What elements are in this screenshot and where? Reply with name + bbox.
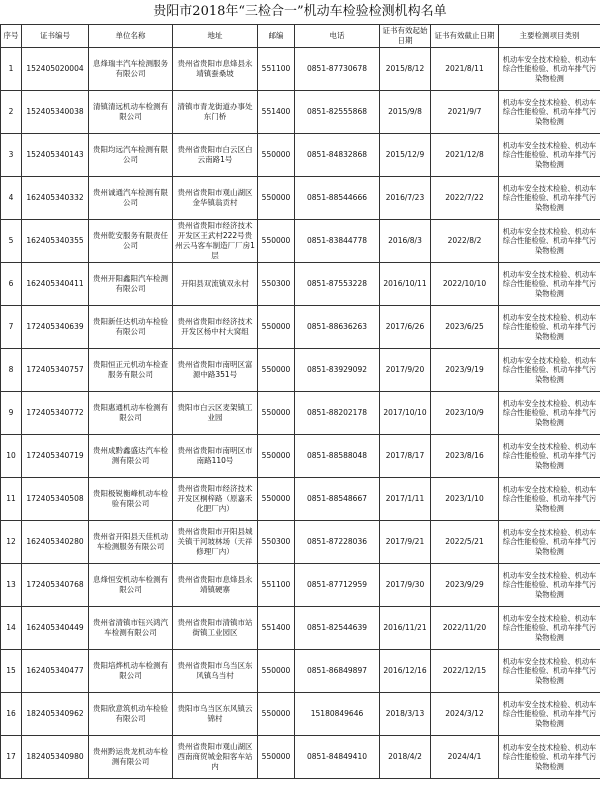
header-cert: 证书编号 [22,25,89,48]
cell-no: 4 [1,177,22,220]
cell-name: 贵阳欣意筑机动车检验有限公司 [89,693,173,736]
cell-start: 2016/8/3 [380,220,431,263]
cell-tel: 0851-87553228 [295,263,380,306]
cell-end: 2023/9/19 [431,349,499,392]
cell-cert: 182405340962 [22,693,89,736]
cell-no: 11 [1,478,22,521]
header-name: 单位名称 [89,25,173,48]
table-row [1,134,600,177]
cell-cert: 162405340332 [22,177,89,220]
cell-name: 贵州黔运贵龙机动车检测有限公司 [89,736,173,779]
table-row [1,521,600,564]
document-title: 贵阳市2018年“三检合一”机动车检验检测机构名单 [153,4,447,19]
cell-category: 机动车安全技术检验、机动车综合性能检验、机动车排气污染物检测 [499,177,600,220]
cell-cert: 162405340355 [22,220,89,263]
cell-name: 贵州乾安服务有限责任公司 [89,220,173,263]
cell-no: 6 [1,263,22,306]
cell-addr: 贵州省贵阳市经济技术开发区王武村222号贵州云马客车制造厂厂房1层 [173,220,258,263]
cell-category: 机动车安全技术检验、机动车综合性能检验、机动车排气污染物检测 [499,607,600,650]
cell-cert: 172405340719 [22,435,89,478]
cell-category: 机动车安全技术检验、机动车综合性能检验、机动车排气污染物检测 [499,478,600,521]
cell-end: 2022/10/10 [431,263,499,306]
cell-zip: 550000 [258,306,295,349]
cell-start: 2017/6/26 [380,306,431,349]
cell-category: 机动车安全技术检验、机动车综合性能检验、机动车排气污染物检测 [499,521,600,564]
cell-no: 13 [1,564,22,607]
cell-name: 贵州诚通汽车检测有限公司 [89,177,173,220]
cell-cert: 172405340508 [22,478,89,521]
cell-cert: 152405340038 [22,91,89,134]
cell-start: 2017/10/10 [380,392,431,435]
cell-name: 息烽恒安机动车检测有限公司 [89,564,173,607]
cell-name: 贵州省开阳县天佳机动车检测服务有限公司 [89,521,173,564]
cell-addr: 贵州省贵阳市南明区富源中路351号 [173,349,258,392]
cell-tel: 0851-87228036 [295,521,380,564]
table-row [1,91,600,134]
cell-tel: 0851-84849410 [295,736,380,779]
cell-tel: 0851-84832868 [295,134,380,177]
cell-addr: 贵州省贵阳市南明区市南路110号 [173,435,258,478]
cell-category: 机动车安全技术检验、机动车综合性能检验、机动车排气污染物检测 [499,134,600,177]
cell-cert: 152405340143 [22,134,89,177]
table-row [1,177,600,220]
table-row [1,693,600,736]
cell-cert: 172405340757 [22,349,89,392]
cell-name: 贵阳均远汽车检测有限公司 [89,134,173,177]
cell-no: 2 [1,91,22,134]
cell-no: 7 [1,306,22,349]
cell-end: 2022/7/22 [431,177,499,220]
cell-start: 2015/8/12 [380,48,431,91]
table-row [1,220,600,263]
table-row [1,306,600,349]
table-row [1,736,600,779]
cell-end: 2021/8/11 [431,48,499,91]
cell-addr: 贵州省贵阳市息烽县永靖镇硬寨 [173,564,258,607]
cell-addr: 贵州省贵阳市清镇市站街镇工业园区 [173,607,258,650]
cell-end: 2022/5/21 [431,521,499,564]
cell-tel: 15180849646 [295,693,380,736]
cell-zip: 551400 [258,91,295,134]
cell-addr: 贵州省贵阳市观山湖区金华镇翁贡村 [173,177,258,220]
cell-addr: 贵州省贵阳市乌当区东风镇乌当村 [173,650,258,693]
cell-start: 2016/12/16 [380,650,431,693]
cell-zip: 550000 [258,220,295,263]
cell-addr: 贵州省贵阳市经济技术开发区桐梓路（原嘉禾化肥厂内） [173,478,258,521]
table-row [1,650,600,693]
cell-addr: 贵阳市乌当区东风镇云锦村 [173,693,258,736]
cell-end: 2023/8/16 [431,435,499,478]
cell-start: 2016/7/23 [380,177,431,220]
cell-name: 贵州开阳鑫阳汽车检测有限公司 [89,263,173,306]
cell-category: 机动车安全技术检验、机动车综合性能检验、机动车排气污染物检测 [499,306,600,349]
header-start: 证书有效起始日期 [380,25,431,48]
header-tel: 电话 [295,25,380,48]
table-row [1,263,600,306]
cell-end: 2021/12/8 [431,134,499,177]
cell-zip: 550000 [258,693,295,736]
cell-cert: 162405340411 [22,263,89,306]
cell-category: 机动车安全技术检验、机动车综合性能检验、机动车排气污染物检测 [499,564,600,607]
cell-category: 机动车安全技术检验、机动车综合性能检验、机动车排气污染物检测 [499,435,600,478]
cell-addr: 贵州省贵阳市白云区白云南路1号 [173,134,258,177]
table-row [1,392,600,435]
cell-tel: 0851-88588048 [295,435,380,478]
cell-end: 2022/12/15 [431,650,499,693]
cell-tel: 0851-88548667 [295,478,380,521]
cell-cert: 162405340280 [22,521,89,564]
cell-no: 8 [1,349,22,392]
cell-addr: 贵阳市白云区麦架镇工业园 [173,392,258,435]
cell-zip: 550000 [258,177,295,220]
cell-addr: 开阳县双流镇双永村 [173,263,258,306]
cell-no: 16 [1,693,22,736]
cell-addr: 贵州省贵阳市经济技术开发区杨中村大窝组 [173,306,258,349]
cell-zip: 550000 [258,478,295,521]
cell-category: 机动车安全技术检验、机动车综合性能检验、机动车排气污染物检测 [499,220,600,263]
cell-cert: 162405340449 [22,607,89,650]
cell-cert: 162405340477 [22,650,89,693]
cell-name: 贵阳新任达机动车检验有限公司 [89,306,173,349]
cell-zip: 550000 [258,392,295,435]
cell-category: 机动车安全技术检验、机动车综合性能检验、机动车排气污染物检测 [499,48,600,91]
table-row [1,349,600,392]
cell-category: 机动车安全技术检验、机动车综合性能检验、机动车排气污染物检测 [499,263,600,306]
cell-zip: 550000 [258,134,295,177]
cell-no: 12 [1,521,22,564]
table-row [1,564,600,607]
cell-start: 2018/3/13 [380,693,431,736]
cell-start: 2017/9/20 [380,349,431,392]
cell-tel: 0851-83844778 [295,220,380,263]
cell-tel: 0851-88544666 [295,177,380,220]
cell-no: 14 [1,607,22,650]
cell-start: 2017/9/30 [380,564,431,607]
cell-name: 清镇清远机动车检测有限公司 [89,91,173,134]
cell-end: 2024/3/12 [431,693,499,736]
cell-tel: 0851-82555868 [295,91,380,134]
table-row [1,48,600,91]
cell-zip: 550000 [258,435,295,478]
cell-zip: 550000 [258,349,295,392]
cell-start: 2017/9/21 [380,521,431,564]
cell-start: 2017/1/11 [380,478,431,521]
cell-name: 贵阳培烨机动车检测有限公司 [89,650,173,693]
cell-zip: 551400 [258,607,295,650]
cell-no: 17 [1,736,22,779]
cell-end: 2023/9/29 [431,564,499,607]
cell-tel: 0851-88636263 [295,306,380,349]
cell-category: 机动车安全技术检验、机动车综合性能检验、机动车排气污染物检测 [499,650,600,693]
cell-name: 息烽瑞丰汽车检测服务有限公司 [89,48,173,91]
cell-zip: 550000 [258,736,295,779]
cell-no: 10 [1,435,22,478]
cell-end: 2022/11/20 [431,607,499,650]
cell-category: 机动车安全技术检验、机动车综合性能检验、机动车排气污染物检测 [499,736,600,779]
cell-name: 贵阳恒正元机动车检查服务有限公司 [89,349,173,392]
cell-category: 机动车安全技术检验、机动车综合性能检验、机动车排气污染物检测 [499,91,600,134]
cell-addr: 贵州省贵阳市息烽县永靖镇蚕桑坡 [173,48,258,91]
cell-cert: 172405340639 [22,306,89,349]
cell-addr: 贵州省贵阳市观山湖区西南商贸城金阳客车站内 [173,736,258,779]
cell-start: 2016/10/11 [380,263,431,306]
table-header-row [1,25,600,48]
cell-start: 2017/8/17 [380,435,431,478]
cell-tel: 0851-82544639 [295,607,380,650]
table-row [1,607,600,650]
cell-end: 2021/9/7 [431,91,499,134]
cell-tel: 0851-87730678 [295,48,380,91]
cell-name: 贵阳极锐衡峰机动车检验有限公司 [89,478,173,521]
header-no: 序号 [1,25,22,48]
cell-cert: 172405340768 [22,564,89,607]
cell-name: 贵州省清镇市钰兴鸿汽车检测有限公司 [89,607,173,650]
cell-zip: 550300 [258,263,295,306]
cell-cert: 152405020004 [22,48,89,91]
cell-zip: 550300 [258,521,295,564]
cell-start: 2015/9/8 [380,91,431,134]
cell-tel: 0851-88202178 [295,392,380,435]
cell-name: 贵阳惠通机动车检测有限公司 [89,392,173,435]
table-row [1,435,600,478]
cell-addr: 清镇市青龙街道办事处东门桥 [173,91,258,134]
cell-start: 2015/12/9 [380,134,431,177]
cell-zip: 550000 [258,650,295,693]
cell-no: 3 [1,134,22,177]
cell-no: 15 [1,650,22,693]
cell-addr: 贵州省贵阳市开阳县城关镇干河坡林场（天祥修理厂内） [173,521,258,564]
cell-zip: 551100 [258,564,295,607]
cell-tel: 0851-87712959 [295,564,380,607]
cell-name: 贵州成黔鑫盛达汽车检测有限公司 [89,435,173,478]
header-category: 主要检测项目类别 [499,25,600,48]
institution-table [0,24,600,779]
cell-start: 2018/4/2 [380,736,431,779]
header-zip: 邮编 [258,25,295,48]
cell-no: 1 [1,48,22,91]
cell-end: 2023/1/10 [431,478,499,521]
cell-category: 机动车安全技术检验、机动车综合性能检验、机动车排气污染物检测 [499,693,600,736]
cell-tel: 0851-86849897 [295,650,380,693]
cell-start: 2016/11/21 [380,607,431,650]
cell-no: 5 [1,220,22,263]
cell-category: 机动车安全技术检验、机动车综合性能检验、机动车排气污染物检测 [499,349,600,392]
cell-end: 2024/4/1 [431,736,499,779]
cell-end: 2023/10/9 [431,392,499,435]
cell-category: 机动车安全技术检验、机动车综合性能检验、机动车排气污染物检测 [499,392,600,435]
cell-end: 2022/8/2 [431,220,499,263]
table-row [1,478,600,521]
cell-tel: 0851-83929092 [295,349,380,392]
cell-cert: 182405340980 [22,736,89,779]
header-end: 证书有效截止日期 [431,25,499,48]
header-addr: 地址 [173,25,258,48]
cell-zip: 551100 [258,48,295,91]
cell-cert: 172405340772 [22,392,89,435]
cell-end: 2023/6/25 [431,306,499,349]
cell-no: 9 [1,392,22,435]
